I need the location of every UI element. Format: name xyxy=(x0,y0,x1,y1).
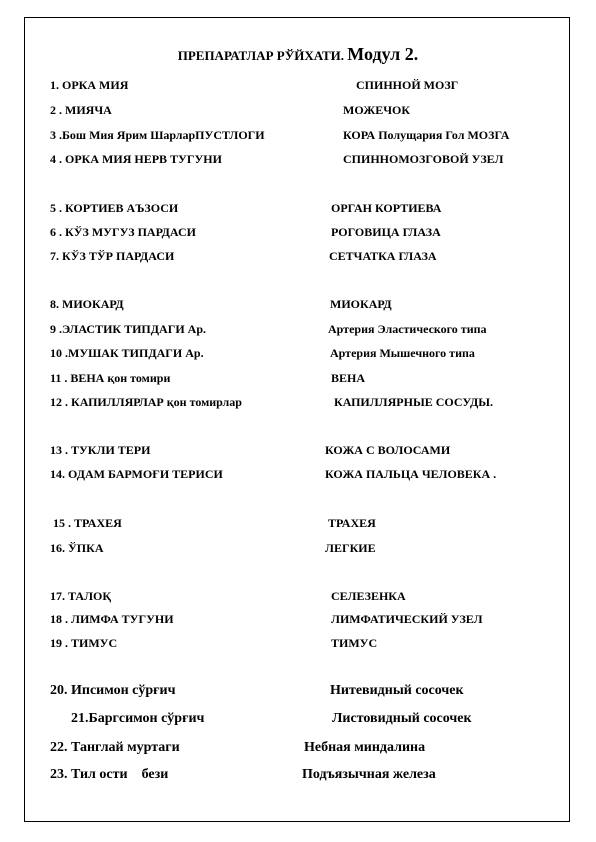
item-ru: ТРАХЕЯ xyxy=(328,516,376,530)
item-uz: 10 .МУШАК ТИПДАГИ Ар. xyxy=(50,346,204,360)
item-uz: 3 .Бош Мия Ярим ШарларПУСТЛОГИ xyxy=(50,128,265,142)
item-ru: КОЖА С ВОЛОСАМИ xyxy=(325,443,451,457)
list-item xyxy=(0,767,596,787)
list-item xyxy=(0,322,596,342)
item-uz: 17. ТАЛОҚ xyxy=(50,589,112,603)
list-item xyxy=(0,740,596,760)
list-item xyxy=(0,346,596,366)
item-ru: Листовидный сосочек xyxy=(332,711,472,726)
item-uz: 19 . ТИМУС xyxy=(50,636,118,650)
title-main: ПРЕПАРАТЛАР РЎЙХАТИ. xyxy=(177,48,345,63)
item-uz: 9 .ЭЛАСТИК ТИПДАГИ Ар. xyxy=(50,322,206,336)
item-ru: СЕТЧАТКА ГЛАЗА xyxy=(329,249,437,263)
item-uz: 12 . КАПИЛЛЯРЛАР қон томирлар xyxy=(50,395,242,409)
item-uz: 20. Ипсимон сўрғич xyxy=(50,683,176,698)
item-uz: 21.Баргсимон сўрғич xyxy=(71,711,205,726)
item-uz: 5 . КОРТИЕВ АЪЗОСИ xyxy=(50,201,179,215)
item-ru: МОЖЕЧОК xyxy=(343,103,411,117)
item-uz: 2 . МИЯЧА xyxy=(50,103,112,117)
list-item xyxy=(0,395,596,415)
list-item xyxy=(0,612,596,632)
item-ru: Подъязычная железа xyxy=(302,767,436,782)
title-module: Модул 2. xyxy=(347,44,419,64)
item-uz: 6 . КЎЗ МУГУЗ ПАРДАСИ xyxy=(50,225,196,239)
item-ru: Небная миндалина xyxy=(304,740,426,755)
item-ru: МИОКАРД xyxy=(330,297,392,311)
item-ru: ТИМУС xyxy=(331,636,378,650)
list-item xyxy=(0,443,596,463)
list-item xyxy=(0,225,596,245)
item-uz: 16. ЎПКА xyxy=(50,541,104,555)
item-ru: КАПИЛЛЯРНЫЕ СОСУДЫ. xyxy=(334,395,494,409)
item-uz: 8. МИОКАРД xyxy=(50,297,124,311)
item-uz: 1. ОРКА МИЯ xyxy=(50,78,129,92)
list-item xyxy=(0,371,596,391)
item-uz: 23. Тил ости бези xyxy=(50,767,169,782)
item-uz: 13 . ТУКЛИ ТЕРИ xyxy=(50,443,151,457)
item-uz: 18 . ЛИМФА ТУГУНИ xyxy=(50,612,174,626)
item-ru: ВЕНА xyxy=(331,371,366,385)
page-title xyxy=(0,44,596,65)
list-item xyxy=(0,103,596,123)
item-ru: ЛИМФАТИЧЕСКИЙ УЗЕЛ xyxy=(331,612,483,626)
list-item xyxy=(0,249,596,269)
item-ru: ОРГАН КОРТИЕВА xyxy=(331,201,442,215)
item-ru: СЕЛЕЗЕНКА xyxy=(331,589,406,603)
item-ru: КОЖА ПАЛЬЦА ЧЕЛОВЕКА . xyxy=(325,467,497,481)
list-item xyxy=(0,152,596,172)
list-item xyxy=(0,201,596,221)
item-ru: ЛЕГКИЕ xyxy=(325,541,376,555)
item-uz: 4 . ОРКА МИЯ НЕРВ ТУГУНИ xyxy=(50,152,222,166)
item-ru: Артерия Мышечного типа xyxy=(330,346,475,360)
item-ru: КОРА Полущария Гол МОЗГА xyxy=(343,128,510,142)
item-uz: 15 . ТРАХЕЯ xyxy=(53,516,122,530)
list-item xyxy=(0,636,596,656)
list-item xyxy=(0,541,596,561)
item-ru: РОГОВИЦА ГЛАЗА xyxy=(331,225,441,239)
list-item xyxy=(0,467,596,487)
list-item xyxy=(0,683,596,703)
item-uz: 14. ОДАМ БАРМОҒИ ТЕРИСИ xyxy=(50,467,223,481)
item-uz: 7. КЎЗ ТЎР ПАРДАСИ xyxy=(50,249,175,263)
list-item xyxy=(0,78,596,98)
list-item xyxy=(0,128,596,148)
item-ru: СПИННОМОЗГОВОЙ УЗЕЛ xyxy=(343,152,504,166)
item-ru: Артерия Эластического типа xyxy=(328,322,487,336)
item-uz: 11 . ВЕНА қон томири xyxy=(50,371,171,385)
list-item xyxy=(0,589,596,609)
item-uz: 22. Танглай муртаги xyxy=(50,740,180,755)
item-ru: СПИННОЙ МОЗГ xyxy=(356,78,459,92)
list-item xyxy=(0,516,596,536)
list-item xyxy=(0,297,596,317)
item-ru: Нитевидный сосочек xyxy=(330,683,464,698)
list-item xyxy=(0,711,596,731)
